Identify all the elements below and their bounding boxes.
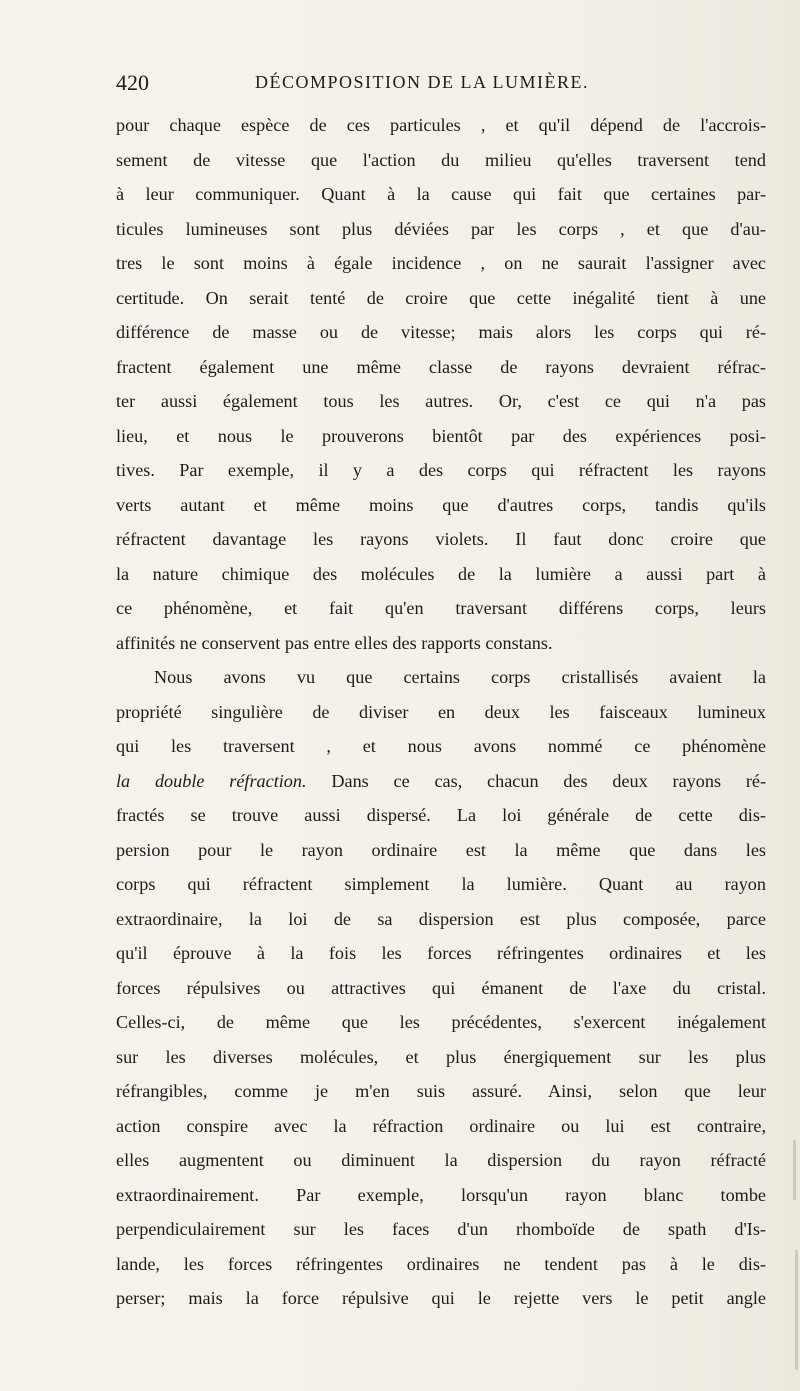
text-line: Nous avons vu que certains corps cristallisés avaient la	[154, 667, 766, 687]
text-line: réfractent davantage les rayons violets. Il faut donc croire que	[116, 529, 766, 549]
text-line: propriété singulière de diviser en deux les faisceaux lumineux	[116, 701, 766, 722]
text-line: extraordinairement. Par exemple, lorsqu'un rayon blanc tombe	[116, 1184, 766, 1205]
text-line: perpendiculairement sur les faces d'un rhomboïde de spath d'Is-	[116, 1219, 766, 1239]
text-line: pour chaque espèce de ces particules , et qu'il dépend de l'accrois-	[116, 115, 766, 135]
text-line: forces répulsives ou attractives qui émanent de l'axe du cristal.	[116, 977, 766, 998]
text-line: lieu, et nous le prouverons bientôt par des expériences posi-	[116, 425, 766, 446]
page-header	[116, 70, 720, 95]
body-text	[116, 108, 766, 1316]
text-line: qui les traversent , et nous avons nommé ce phénomène	[116, 736, 766, 756]
running-head: DÉCOMPOSITION DE LA LUMIÈRE.	[255, 72, 589, 92]
text-line: sement de vitesse que l'action du milieu qu'elles traversent tend	[116, 149, 766, 170]
text-line: lande, les forces réfringentes ordinaires ne tendent pas à le dis-	[116, 1253, 766, 1274]
text-line: Celles-ci, de même que les précédentes, s'exercent inégalement	[116, 1012, 766, 1032]
text-line: affinités ne conservent pas entre elles des rapports constans.	[116, 632, 553, 653]
text-line: persion pour le rayon ordinaire est la même que dans les	[116, 839, 766, 860]
text-line: ter aussi également tous les autres. Or, c'est ce qui n'a pas	[116, 391, 766, 411]
text-line: ce phénomène, et fait qu'en traversant différens corps, leurs	[116, 598, 766, 618]
text-line: extraordinaire, la loi de sa dispersion est plus composée, parce	[116, 908, 766, 929]
text-line: ticules lumineuses sont plus déviées par les corps , et que d'au-	[116, 218, 766, 239]
text-line: sur les diverses molécules, et plus énergiquement sur les plus	[116, 1046, 766, 1067]
page-number: 420	[116, 70, 149, 95]
text-line: elles augmentent ou diminuent la dispersion du rayon réfracté	[116, 1150, 766, 1170]
text-line: action conspire avec la réfraction ordinaire ou lui est contraire,	[116, 1115, 766, 1136]
text-line: réfrangibles, comme je m'en suis assuré. Ainsi, selon que leur	[116, 1081, 766, 1101]
italic-term: la double réfraction.	[116, 770, 307, 791]
text-line-with-italic	[116, 764, 766, 799]
text-line: certitude. On serait tenté de croire que cette inégalité tient à une	[116, 287, 766, 308]
text-line: à leur communiquer. Quant à la cause qui fait que certaines par-	[116, 184, 766, 204]
text-line: fractés se trouve aussi dispersé. La loi générale de cette dis-	[116, 805, 766, 825]
text-line: différence de masse ou de vitesse; mais alors les corps qui ré-	[116, 322, 766, 342]
page-edge-mark	[795, 1250, 798, 1370]
text-line: qu'il éprouve à la fois les forces réfringentes ordinaires et les	[116, 943, 766, 963]
text-line: tres le sont moins à égale incidence , on ne saurait l'assigner avec	[116, 253, 766, 273]
text-line: tives. Par exemple, il y a des corps qui réfractent les rayons	[116, 460, 766, 480]
text-line: fractent également une même classe de rayons devraient réfrac-	[116, 356, 766, 377]
page-edge-mark	[793, 1140, 796, 1200]
text-line: la nature chimique des molécules de la lumière a aussi part à	[116, 563, 766, 584]
text-line: corps qui réfractent simplement la lumière. Quant au rayon	[116, 874, 766, 894]
text-line: perser; mais la force répulsive qui le rejette vers le petit angle	[116, 1288, 766, 1308]
text-line: verts autant et même moins que d'autres corps, tandis qu'ils	[116, 494, 766, 515]
text-fragment: Dans ce cas, chacun des deux rayons ré-	[331, 770, 767, 791]
